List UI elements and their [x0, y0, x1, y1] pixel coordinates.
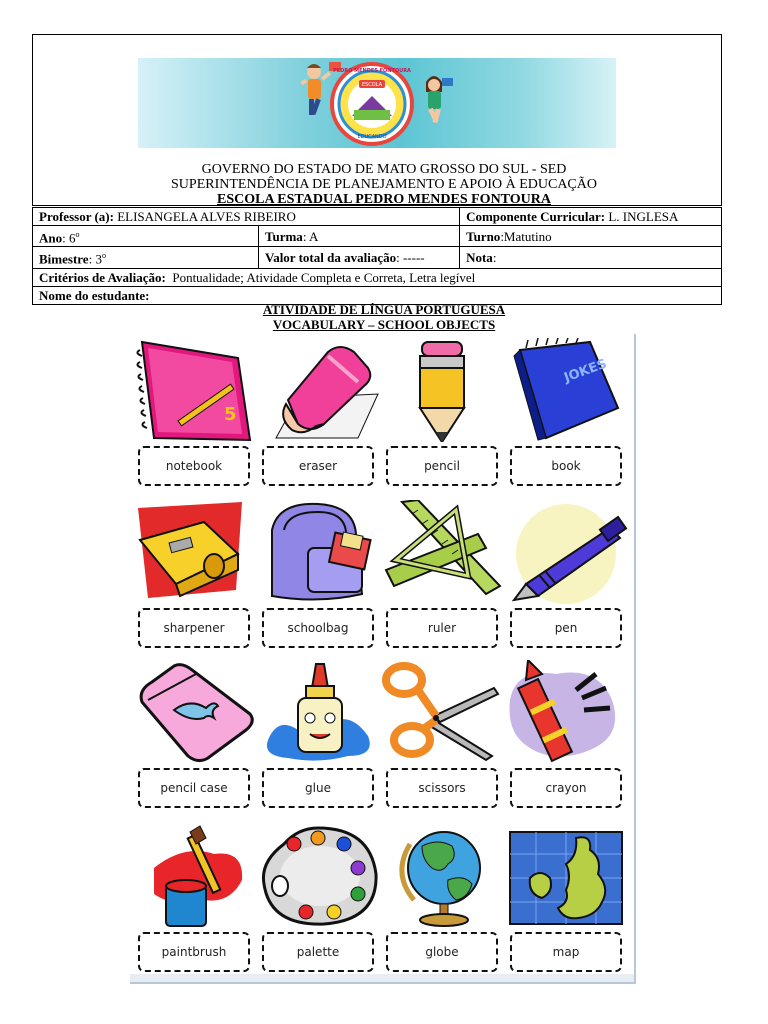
vocab-item	[506, 500, 630, 662]
ano-cell: Ano: 6$^o$	[33, 226, 259, 247]
school-logo-icon	[138, 58, 616, 148]
vocab-item	[134, 824, 258, 986]
svg-text:PEDRO MENDES FONTOURA: PEDRO MENDES FONTOURA	[333, 68, 411, 74]
student-info-table	[32, 207, 722, 305]
vocab-item	[258, 824, 382, 986]
vocab-label-book: book	[510, 446, 622, 486]
notebook-icon	[134, 338, 258, 442]
schoolbag-icon	[258, 500, 382, 604]
vocab-label-glue: glue	[262, 768, 374, 808]
sheet-bottom-strip	[130, 974, 634, 982]
criterios-cell: Critérios de Avaliação: Pontualidade; Atividade Completa e Correta, Letra legível	[33, 268, 722, 286]
pencil-icon	[382, 338, 506, 442]
vocab-label-crayon: crayon	[510, 768, 622, 808]
vocab-label-scissors: scissors	[386, 768, 498, 808]
professor-cell: Professor (a): ELISANGELA ALVES RIBEIRO	[33, 208, 460, 226]
vocab-label-pencil-case: pencil case	[138, 768, 250, 808]
componente-cell: Componente Curricular: L. INGLESA	[460, 208, 722, 226]
ruler-icon	[382, 500, 506, 604]
school-name: ESCOLA ESTADUAL PEDRO MENDES FONTOURA	[217, 192, 551, 207]
student-name-cell[interactable]: Nome do estudante:	[33, 286, 722, 304]
vocab-item	[134, 338, 258, 500]
palette-icon	[258, 824, 382, 928]
bimestre-cell: Bimestre: 3$^o$	[33, 247, 259, 268]
vocab-label-ruler: ruler	[386, 608, 498, 648]
vocab-item	[506, 824, 630, 986]
activity-title: ATIVIDADE DE LÍNGUA PORTUGUESA	[262, 302, 506, 317]
vocab-item	[258, 500, 382, 662]
vocab-item	[506, 338, 630, 500]
vocab-item	[134, 660, 258, 822]
glue-icon	[258, 660, 382, 764]
globe-icon	[382, 824, 506, 928]
vocab-item	[134, 500, 258, 662]
vocab-label-notebook: notebook	[138, 446, 250, 486]
vocab-item	[382, 500, 506, 662]
vocab-item	[382, 338, 506, 500]
vocabulary-sheet	[130, 334, 636, 984]
svg-text:ESCOLA: ESCOLA	[361, 82, 383, 88]
pen-icon	[506, 500, 630, 604]
nota-cell: Nota:	[460, 247, 722, 268]
vocab-label-pen: pen	[510, 608, 622, 648]
scissors-icon	[382, 660, 506, 764]
vocab-label-map: map	[510, 932, 622, 972]
vocab-item	[382, 824, 506, 986]
eraser-icon	[258, 338, 382, 442]
vocab-label-schoolbag: schoolbag	[262, 608, 374, 648]
activity-subtitle: VOCABULARY – SCHOOL OBJECTS	[272, 317, 496, 332]
vocab-label-pencil: pencil	[386, 446, 498, 486]
vocab-label-sharpener: sharpener	[138, 608, 250, 648]
pencil-case-icon	[134, 660, 258, 764]
valor-cell: Valor total da avaliação: -----	[259, 247, 460, 268]
vocab-label-globe: globe	[386, 932, 498, 972]
crayon-icon	[506, 660, 630, 764]
vocab-item	[258, 338, 382, 500]
superintendency-line: SUPERINTENDÊNCIA DE PLANEJAMENTO E APOIO À EDUCAÇÃO	[171, 177, 597, 192]
svg-text:EDUCANDO: EDUCANDO	[357, 134, 387, 140]
vocab-item	[506, 660, 630, 822]
school-banner	[138, 58, 616, 148]
map-icon	[506, 824, 630, 928]
vocab-item	[382, 660, 506, 822]
paintbrush-icon	[134, 824, 258, 928]
government-line: GOVERNO DO ESTADO DE MATO GROSSO DO SUL - SED	[201, 162, 567, 177]
svg-text:JOKES: JOKES	[562, 356, 609, 386]
vocab-label-palette: palette	[262, 932, 374, 972]
book-icon	[506, 338, 630, 442]
vocab-label-paintbrush: paintbrush	[138, 932, 250, 972]
turma-cell: Turma: A	[259, 226, 460, 247]
vocab-label-eraser: eraser	[262, 446, 374, 486]
turno-cell: Turno:Matutino	[460, 226, 722, 247]
svg-text:5: 5	[224, 404, 237, 425]
sharpener-icon	[134, 500, 258, 604]
vocab-item	[258, 660, 382, 822]
